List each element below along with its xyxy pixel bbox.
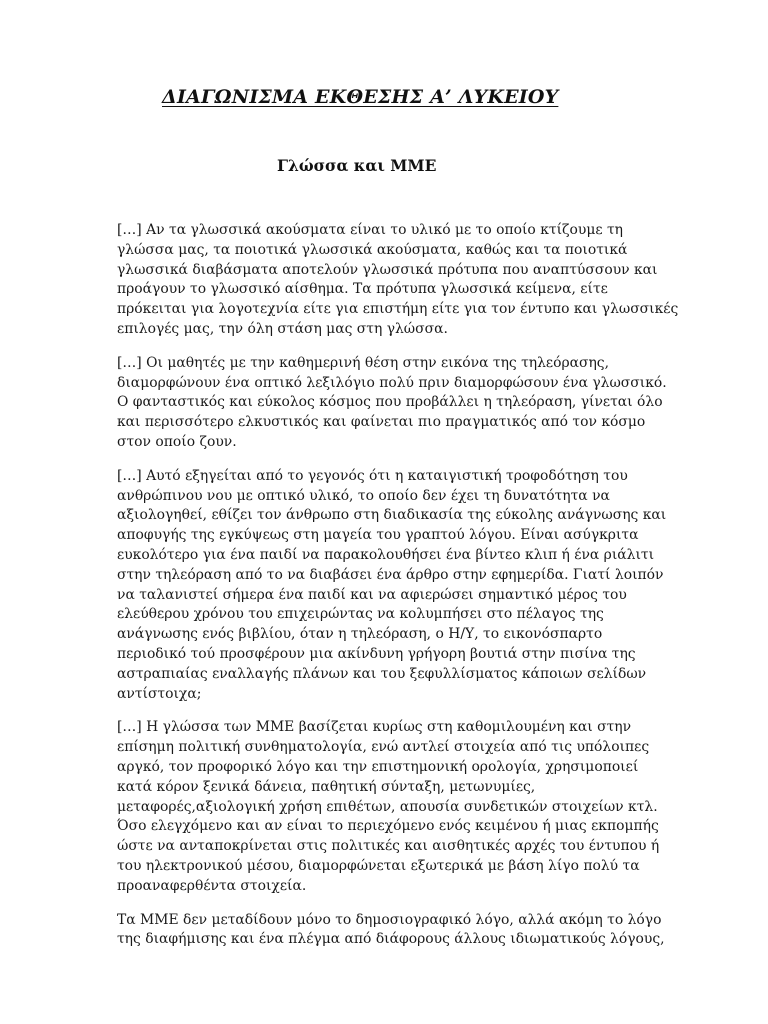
text-line: αποφυγής της εγκύψεως στη μαγεία του γραπτού λόγου. Είναι ασύγκριτα xyxy=(117,527,639,544)
text-line: γλώσσα μας, τα ποιοτικά γλωσσικά ακούσματα, καθώς και τα ποιοτικά xyxy=(117,241,628,258)
page-subtitle: Γλώσσα και ΜΜΕ xyxy=(277,156,437,175)
text-line: να ταλανιστεί σήμερα ένα παιδί και να αφιερώσει σημαντικό μέρος του xyxy=(117,586,627,603)
text-line: στον οποίο ζουν. xyxy=(117,433,237,450)
paragraph xyxy=(117,221,679,340)
text-line: […] Αν τα γλωσσικά ακούσματα είναι το υλικό με το οποίο κτίζουμε τη xyxy=(117,222,623,238)
text-line: διαμορφώνουν ένα οπτικό λεξιλόγιο πολύ πριν διαμορφώσουν ένα γλωσσικό. xyxy=(117,374,667,391)
text-line: […] Αυτό εξηγείται από το γεγονός ότι η καταιγιστική τροφοδότηση του xyxy=(117,467,628,484)
text-line: […] Οι μαθητές με την καθημερινή θέση στην εικόνα της τηλεόρασης, xyxy=(117,354,610,371)
page-title: ΔΙΑΓΩΝΙΣΜΑ ΕΚΘΕΣΗΣ Α’ ΛΥΚΕΙΟΥ xyxy=(162,86,559,108)
text-line: αστραπιαίας εναλλαγής πλάνων και του ξεφυλλίσματος κάποιων σελίδων xyxy=(117,665,647,682)
text-line: επιλογές μας, την όλη στάση μας στη γλώσσα. xyxy=(117,320,448,337)
text-line: Όσο ελεγχόμενο και αν είναι το περιεχόμενο ενός κειμένου ή μιας εκπομπής xyxy=(117,818,659,835)
text-line: πρόκειται για λογοτεχνία είτε για επιστήμη είτε για τον έντυπο και γλωσσικές xyxy=(117,301,679,318)
text-line: στην τηλεόραση από το να διαβάσει ένα άρθρο στην εφημερίδα. Γιατί λοιπόν xyxy=(117,566,664,583)
text-line: γλωσσικά διαβάσματα αποτελούν γλωσσικά πρότυπα που αναπτύσσουν και xyxy=(117,261,658,278)
text-line: Τα ΜΜΕ δεν μεταδίδουν μόνο το δημοσιογραφικό λόγο, αλλά ακόμη το λόγο xyxy=(117,911,662,928)
text-line: ανθρώπινου νου με οπτικό υλικό, το οποίο δεν έχει τη δυνατότητα να xyxy=(117,487,610,504)
text-line: ώστε να ανταποκρίνεται στις πολιτικές και αισθητικές αρχές του έντυπου ή xyxy=(117,838,660,855)
document-body xyxy=(117,221,679,964)
text-line: ευκολότερο για ένα παιδί να παρακολουθήσει ένα βίντεο κλιπ ή ένα ριάλιτι xyxy=(117,546,655,563)
text-line: μεταφορές,αξιολογική χρήση επιθέτων, απουσία συνδετικών στοιχείων κτλ. xyxy=(117,798,658,815)
text-line: ελεύθερου χρόνου του επιχειρώντας να κολυμπήσει στο πέλαγος της xyxy=(117,606,604,623)
text-line: περιοδικό τού προσφέρουν μια ακίνδυνη γρήγορη βουτιά στην πισίνα της xyxy=(117,645,636,662)
paragraph xyxy=(117,467,667,705)
paragraph xyxy=(117,354,667,453)
text-line: προάγουν το γλωσσικό αίσθημα. Τα πρότυπα γλωσσικά κείμενα, είτε xyxy=(117,281,608,298)
text-line: του ηλεκτρονικού μέσου, διαμορφώνεται εξωτερικά με βάση λίγο πολύ τα xyxy=(117,857,640,874)
text-line: αντίστοιχα; xyxy=(117,685,202,702)
paragraph xyxy=(117,911,665,951)
text-line: αξιολογηθεί, εθίζει τον άνθρωπο στη διαδικασία της εύκολης ανάγνωσης και xyxy=(117,507,667,524)
text-line: της διαφήμισης και ένα πλέγμα από διάφορους άλλους ιδιωματικούς λόγους, xyxy=(117,931,665,948)
text-line: ανάγνωσης ενός βιβλίου, όταν η τηλεόραση, ο Η/Υ, το εικονόσπαρτο xyxy=(117,626,603,643)
paragraph xyxy=(117,718,660,896)
text-line: επίσημη πολιτική συνθηματολογία, ενώ αντλεί στοιχεία από τις υπόλοιπες xyxy=(117,739,650,756)
text-line: Ο φανταστικός και εύκολος κόσμος που προβάλλει η τηλεόραση, γίνεται όλο xyxy=(117,394,663,411)
text-line: προαναφερθέντα στοιχεία. xyxy=(117,877,307,894)
text-line: αργκό, τον προφορικό λόγο και την επιστημονική ορολογία, χρησιμοποιεί xyxy=(117,758,639,775)
text-line: και περισσότερο ελκυστικός και φαίνεται πιο πραγματικός από τον κόσμο xyxy=(117,414,646,431)
text-line: κατά κόρον ξενικά δάνεια, παθητική σύνταξη, μετωνυμίες, xyxy=(117,778,536,795)
text-line: […] Η γλώσσα των ΜΜΕ βασίζεται κυρίως στη καθομιλουμένη και στην xyxy=(117,719,632,736)
